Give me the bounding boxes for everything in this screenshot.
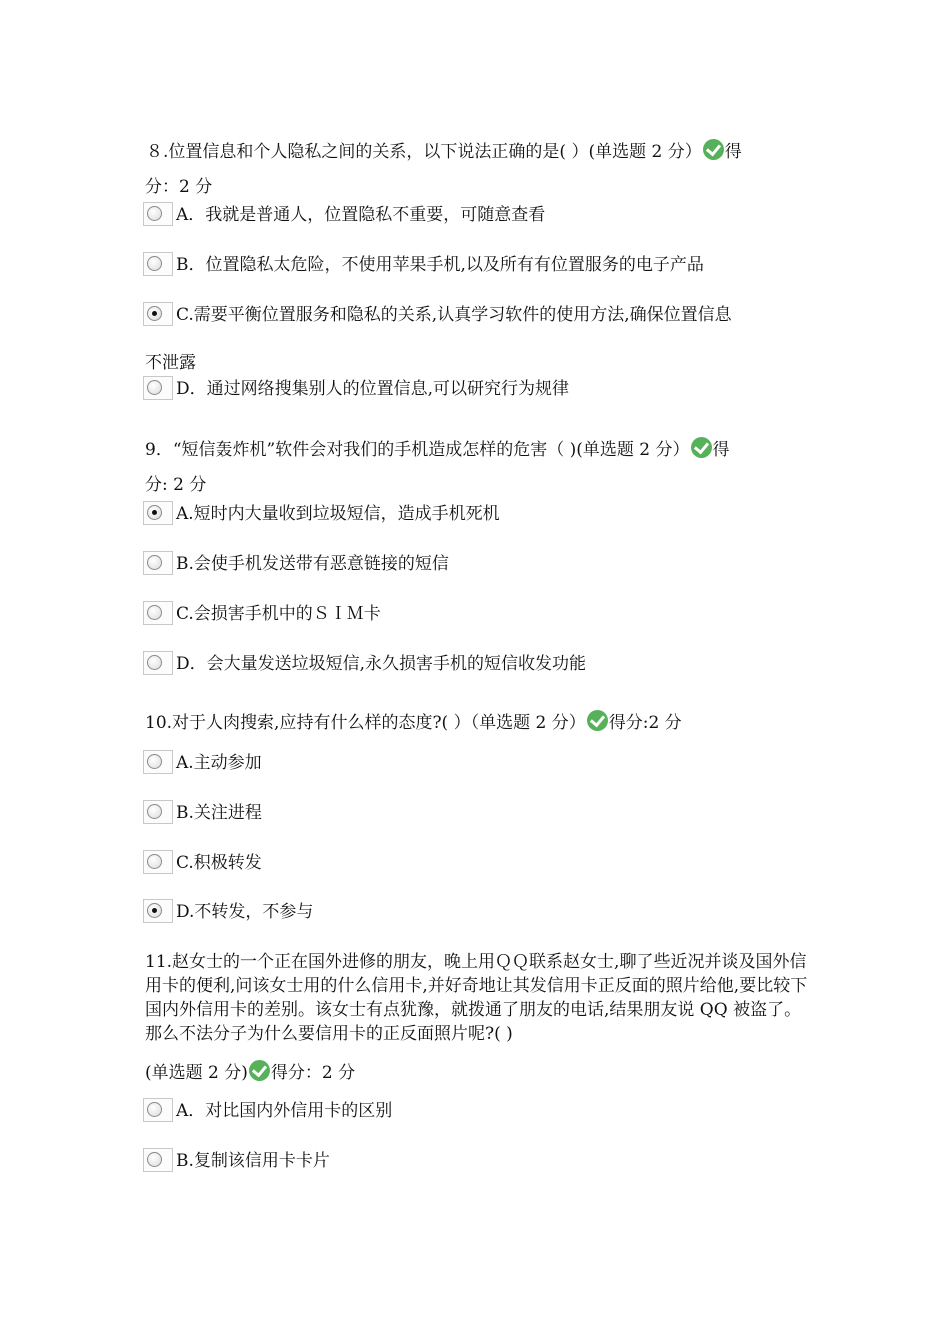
question-9-option-c[interactable] bbox=[143, 601, 823, 627]
question-8-title bbox=[146, 139, 816, 163]
option-label: A．我就是普通人，位置隐私不重要，可随意查看 bbox=[176, 205, 546, 225]
radio-button[interactable] bbox=[143, 651, 173, 675]
correct-check-icon bbox=[691, 437, 712, 458]
radio-button[interactable] bbox=[143, 800, 173, 824]
question-9-text: 9．“短信轰炸机”软件会对我们的手机造成怎样的危害（ )(单选题 2 分） bbox=[145, 440, 690, 460]
question-8-score-head: 得 bbox=[724, 142, 742, 162]
question-11-meta bbox=[145, 1060, 815, 1084]
option-label: B.会使手机发送带有恶意链接的短信 bbox=[176, 554, 449, 574]
option-label: D.不转发，不参与 bbox=[176, 902, 314, 922]
question-8-score: 分：2 分 bbox=[145, 177, 213, 197]
question-11-option-a[interactable] bbox=[143, 1098, 823, 1124]
option-label: B.关注进程 bbox=[176, 803, 262, 823]
radio-button[interactable] bbox=[143, 551, 173, 575]
question-11-type: (单选题 2 分) bbox=[145, 1063, 248, 1083]
question-9-title bbox=[145, 437, 815, 461]
question-10-option-c[interactable] bbox=[143, 850, 823, 876]
option-label: B.复制该信用卡卡片 bbox=[176, 1151, 330, 1171]
question-11-option-b[interactable] bbox=[143, 1148, 823, 1174]
question-10-score: 得分:2 分 bbox=[608, 713, 682, 733]
option-label-continuation: 不泄露 bbox=[145, 353, 196, 373]
question-10-option-a[interactable] bbox=[143, 750, 823, 776]
option-label: C.积极转发 bbox=[176, 853, 262, 873]
radio-button[interactable] bbox=[143, 252, 173, 276]
option-label: A.主动参加 bbox=[176, 753, 262, 773]
question-11-text: 11.赵女士的一个正在国外进修的朋友，晚上用ＱＱ联系赵女士,聊了些近况并谈及国外信用卡的便利,问该女士用的什么信用卡,并好奇地让其发信用卡正反面的照片给他,要比较下国内外信用卡的差别。该女士有点犹豫，就拨通了朋友的电话,结果朋友说 QQ 被盗了。那么不法分子为什么要信用卡的正反面照片呢?( ) bbox=[145, 952, 808, 1044]
radio-button-selected[interactable] bbox=[143, 899, 173, 923]
option-label: D．通过网络搜集别人的位置信息,可以研究行为规律 bbox=[176, 379, 570, 399]
radio-button[interactable] bbox=[143, 601, 173, 625]
question-8-option-a[interactable] bbox=[143, 202, 823, 228]
question-9-score-head: 得 bbox=[712, 440, 730, 460]
question-11-score: 得分：2 分 bbox=[270, 1063, 356, 1083]
option-label: C.需要平衡位置服务和隐私的关系,认真学习软件的使用方法,确保位置信息 bbox=[176, 305, 732, 325]
question-8-option-b[interactable] bbox=[143, 252, 823, 278]
correct-check-icon bbox=[249, 1060, 270, 1081]
question-9-score: 分: 2 分 bbox=[145, 475, 207, 495]
option-label: B．位置隐私太危险，不使用苹果手机,以及所有有位置服务的电子产品 bbox=[176, 255, 704, 275]
question-8-text: ８.位置信息和个人隐私之间的关系，以下说法正确的是( ）(单选题 2 分） bbox=[146, 142, 702, 162]
radio-button[interactable] bbox=[143, 850, 173, 874]
option-label: A.短时内大量收到垃圾短信，造成手机死机 bbox=[176, 504, 500, 524]
correct-check-icon bbox=[587, 710, 608, 731]
question-8-option-c[interactable] bbox=[143, 302, 823, 328]
question-10-option-d[interactable] bbox=[143, 899, 823, 925]
question-8-option-d[interactable] bbox=[143, 376, 823, 402]
radio-button[interactable] bbox=[143, 376, 173, 400]
option-label: D．会大量发送垃圾短信,永久损害手机的短信收发功能 bbox=[176, 654, 587, 674]
correct-check-icon bbox=[703, 139, 724, 160]
option-label: A．对比国内外信用卡的区别 bbox=[176, 1101, 393, 1121]
question-9-option-b[interactable] bbox=[143, 551, 823, 577]
radio-button[interactable] bbox=[143, 750, 173, 774]
radio-button[interactable] bbox=[143, 1098, 173, 1122]
question-9-option-a[interactable] bbox=[143, 501, 823, 527]
question-10-title bbox=[145, 710, 815, 734]
option-label: C.会损害手机中的ＳＩＭ卡 bbox=[176, 604, 381, 624]
radio-button-selected[interactable] bbox=[143, 501, 173, 525]
radio-button[interactable] bbox=[143, 202, 173, 226]
radio-button[interactable] bbox=[143, 1148, 173, 1172]
question-9-option-d[interactable] bbox=[143, 651, 823, 677]
question-10-text: 10.对于人肉搜索,应持有什么样的态度?( ）（单选题 2 分） bbox=[145, 713, 586, 733]
question-10-option-b[interactable] bbox=[143, 800, 823, 826]
radio-button-selected[interactable] bbox=[143, 302, 173, 326]
